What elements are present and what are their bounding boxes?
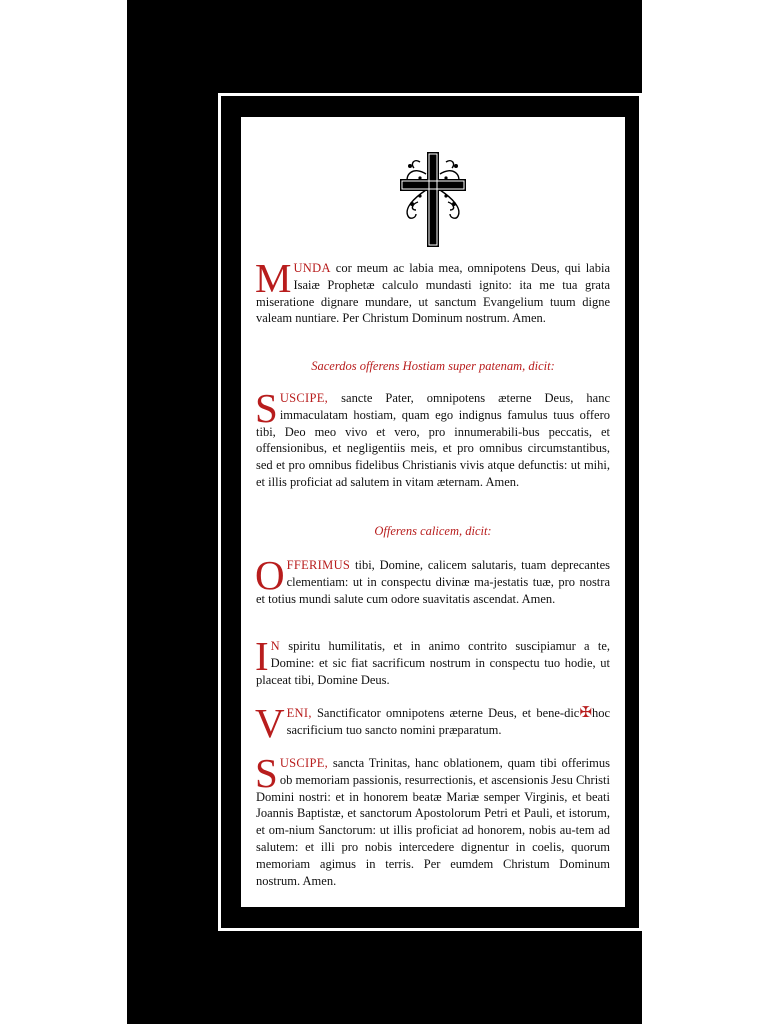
dropcap: M: [255, 255, 292, 301]
rubric-calicem: Offerens calicem, dicit:: [374, 524, 492, 538]
dropcap: S: [255, 385, 278, 431]
prayer-text: tibi, Domine, calicem salutaris, tuam deprecantes clementiam: ut in conspectu divinæ ma-jestatis tuæ, pro nostra et totius mundi salute cum odore suavitatis ascendat. Amen.: [256, 558, 610, 606]
prayer-offerimus: [255, 552, 610, 607]
prayer-text: sancte Pater, omnipotens æterne Deus, hanc immaculatam hostiam, quam ego indignus famulus tuus offero tibi, Deo meo vivo et vero, pro innumerabili-bus peccatis, et offensionibus, et negligentiis meis, et pro omnibus circumstantibus, sed et pro omnibus fidelibus Christianis vivis atque defunctis: ut mihi, et illis proficiat ad salutem in vitam æternam. Amen.: [256, 391, 610, 489]
prayer-text: cor meum ac labia mea, omnipotens Deus, qui labia Isaiæ Prophetæ calculo mundasti ignito: ita me tua grata miseratione dignare mundare, ut sanctum Evangelium tuum digne valeam nuntiare. Per Christum Dominum nostrum. Amen.: [256, 261, 610, 326]
dropcap: V: [255, 700, 285, 746]
prayer-in-spiritu: [255, 633, 610, 688]
lead-word: USCIPE,: [279, 391, 329, 405]
dropcap: I: [255, 633, 269, 679]
prayer-text-after: hoc sacrificium tuo sancto nomini præparatum.: [286, 706, 610, 737]
prayer-text: sancta Trinitas, hanc oblationem, quam tibi offerimus ob memoriam passionis, resurrectionis, et ascensionis Jesu Christi Domini nostri: et in honorem beatæ Mariæ semper Virginis, et beati Joannis Baptistæ, et sanctorum Apostolorum Petri et Pauli, et istorum, et om-nium Sanctorum: ut illis proficiat ad honorem, nobis au-tem ad salutem: et illi pro nobis intercedere dignentur in coelis, quorum memoriam agimus in terris. Per eumdem Christum Dominum nostrum. Amen.: [256, 756, 610, 888]
dropcap: O: [255, 552, 285, 598]
prayer-suscipe-pater: [255, 385, 610, 491]
lead-word: ENI,: [286, 706, 312, 720]
lead-word: USCIPE,: [279, 756, 329, 770]
ornamental-cross-icon: [398, 152, 468, 247]
lead-word: FFERIMUS: [286, 558, 351, 572]
prayer-veni: [255, 700, 610, 746]
prayer-munda: [255, 255, 610, 327]
prayer-card: [241, 117, 625, 907]
prayer-text: Sanctificator omnipotens æterne Deus, et bene-dic: [311, 706, 580, 720]
lead-word: N: [270, 639, 280, 653]
prayer-text: spiritu humilitatis, et in animo contrito suscipiamur a te, Domine: et sic fiat sacrificum nostrum in conspectu tuo hodie, ut placeat tibi, Domine Deus.: [256, 639, 610, 687]
prayer-suscipe-trinitas: [255, 750, 610, 889]
lead-word: UNDA: [293, 261, 331, 275]
red-cross-icon: ✠: [579, 703, 592, 721]
rubric-hostiam: Sacerdos offerens Hostiam super patenam, dicit:: [311, 359, 555, 373]
dropcap: S: [255, 750, 278, 796]
